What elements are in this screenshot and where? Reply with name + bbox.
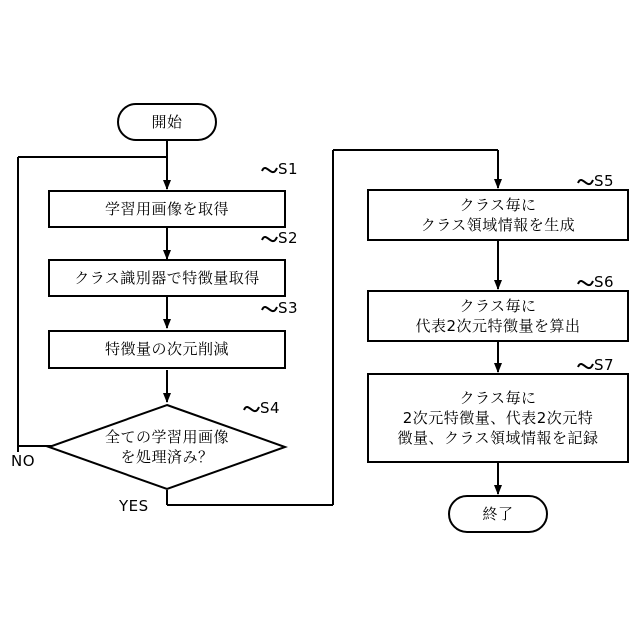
step-label-s5: S5	[594, 172, 615, 190]
node-s6	[367, 290, 629, 342]
node-s3-label: 特徴量の次元削減	[104, 340, 229, 359]
step-label-s1: S1	[278, 160, 299, 178]
node-s6-label: クラス毎に 代表2次元特徴量を算出	[415, 296, 581, 335]
node-start-label: 開始	[151, 112, 183, 131]
node-s3	[48, 330, 286, 369]
node-s4	[47, 403, 287, 491]
node-s2	[48, 259, 286, 297]
step-label-s7: S7	[594, 356, 615, 374]
step-label-s2: S2	[278, 229, 299, 247]
node-end-label: 終了	[482, 504, 514, 523]
step-label-s3: S3	[278, 299, 299, 317]
node-start	[117, 103, 217, 141]
node-s1-label: 学習用画像を取得	[104, 199, 229, 218]
node-s5-label: クラス毎に クラス領域情報を生成	[420, 195, 576, 234]
node-s2-label: クラス識別器で特徴量取得	[74, 268, 260, 287]
node-s7-label: クラス毎に 2次元特徴量、代表2次元特 徴量、クラス領域情報を記録	[397, 388, 599, 448]
step-label-s6: S6	[594, 273, 615, 291]
node-s5	[367, 189, 629, 241]
step-label-s4: S4	[260, 399, 281, 417]
edge-label-no: NO	[11, 452, 36, 470]
node-end	[448, 495, 548, 533]
node-s7	[367, 373, 629, 463]
node-s1	[48, 190, 286, 228]
node-s4-label: 全ての学習用画像 を処理済み？	[104, 427, 229, 466]
edge-label-yes: YES	[119, 497, 149, 515]
